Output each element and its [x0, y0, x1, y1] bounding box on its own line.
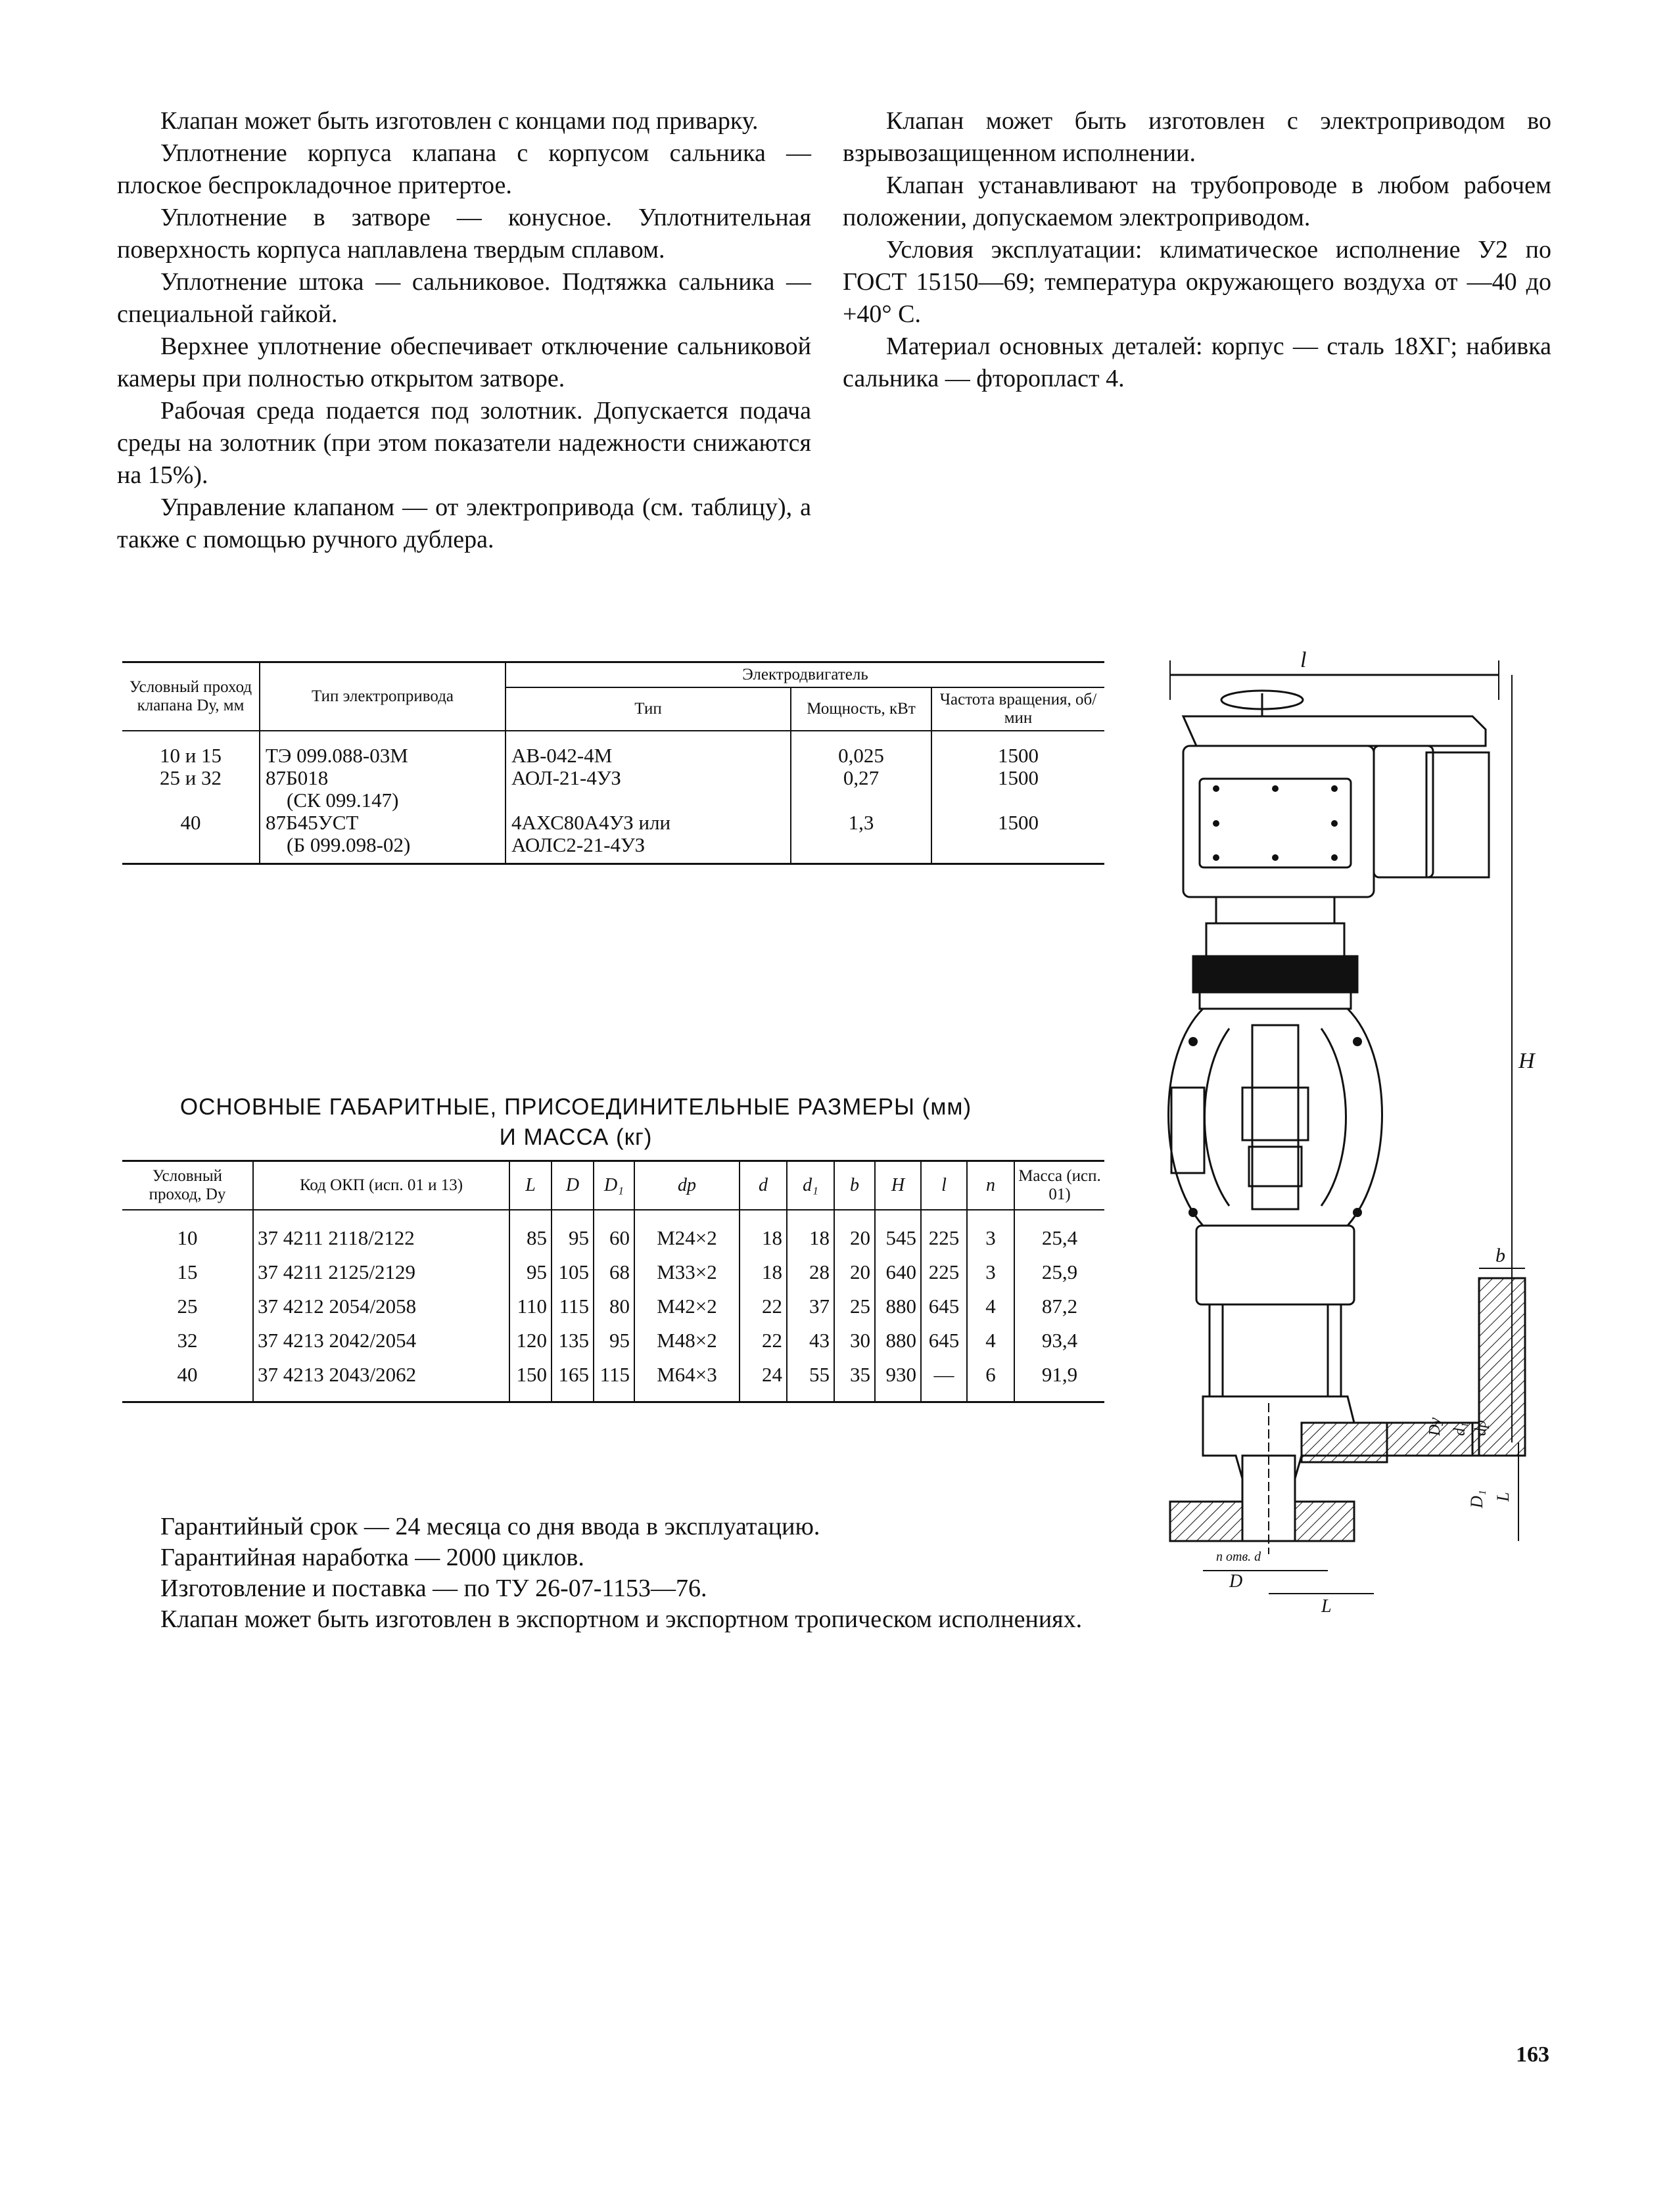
table-cell: 55 [787, 1358, 834, 1402]
paragraph: Условия эксплуатации: климатическое исполнение У2 по ГОСТ 15150—69; температура окружающего воздуха от —40 до +40° С. [843, 236, 1551, 328]
table-cell: 95 [552, 1210, 594, 1255]
table-cell: 60 [594, 1210, 634, 1255]
cell: ТЭ 099.088-03М [260, 731, 505, 767]
cell: 0,025 [791, 731, 931, 767]
table-row [122, 1324, 1104, 1358]
actuator-top [1183, 716, 1486, 746]
table-cell: 68 [594, 1255, 634, 1289]
table-row [122, 1210, 1104, 1255]
header-motor-type: Тип [505, 687, 791, 731]
header-dn: Условный проход клапана Dу, мм [122, 662, 260, 731]
table-cell: 37 4212 2054/2058 [253, 1289, 509, 1324]
table-cell: 24 [740, 1358, 787, 1402]
table-cell: 25 [177, 1295, 198, 1318]
table-cell: 37 [787, 1289, 834, 1324]
table-row [122, 834, 1104, 864]
paragraph: Клапан устанавливают на трубопроводе в любом рабочем положении, допускаемом электроприводом. [843, 172, 1551, 231]
side-bracket [1171, 1088, 1204, 1173]
title-line: И МАССА (кг) [499, 1124, 653, 1150]
table-cell: 165 [552, 1358, 594, 1402]
terminal-box [1200, 779, 1351, 867]
page-number: 163 [1516, 2042, 1549, 2067]
table-cell: 93,4 [1014, 1324, 1104, 1358]
table-cell: 25,9 [1014, 1255, 1104, 1289]
label-d1: d₁ [1451, 1422, 1469, 1436]
header-d: d [740, 1161, 787, 1210]
table-cell: 880 [875, 1289, 921, 1324]
label-l: l [1300, 648, 1307, 672]
table-cell: — [921, 1358, 967, 1402]
table-cell: М33×2 [634, 1255, 740, 1289]
cell: АВ-042-4М [505, 731, 791, 767]
table-cell: 15 [177, 1260, 198, 1283]
table-cell: 25,4 [1014, 1210, 1104, 1255]
table-cell: 150 [509, 1358, 552, 1402]
label-L-side: L [1493, 1492, 1513, 1502]
cell: (Б 099.098-02) [260, 834, 505, 864]
table-cell: 91,9 [1014, 1358, 1104, 1402]
cell: 40 [180, 811, 201, 834]
table-cell: 95 [594, 1324, 634, 1358]
header-power: Мощность, кВт [791, 687, 931, 731]
table-cell: 85 [509, 1210, 552, 1255]
table-cell: 37 4213 2042/2054 [253, 1324, 509, 1358]
right-text-column [843, 105, 1551, 395]
paragraph: Управление клапаном — от электропривода (см. таблицу), а также с помощью ручного дублера. [117, 494, 811, 553]
paragraph: Уплотнение в затворе — конусное. Уплотнительная поверхность корпуса наплавлена твердым сплавом. [117, 204, 811, 264]
label-L: L [1321, 1596, 1332, 1617]
paragraph: Верхнее уплотнение обеспечивает отключение сальниковой камеры при полностью открытом затворе. [117, 333, 811, 392]
cell: 1500 [931, 731, 1104, 767]
cell: 0,27 [791, 767, 931, 789]
cell: 87Б45УСТ [260, 812, 505, 834]
table-cell: 225 [921, 1210, 967, 1255]
table-cell: 645 [921, 1324, 967, 1358]
header-H: H [875, 1161, 921, 1210]
table-cell: 28 [787, 1255, 834, 1289]
table-cell: 37 4211 2118/2122 [253, 1210, 509, 1255]
table-cell: 20 [834, 1255, 875, 1289]
electric-motor [1374, 746, 1433, 877]
valve-drawing [1131, 647, 1538, 1620]
table-row [122, 1358, 1104, 1402]
table-cell: 35 [834, 1358, 875, 1402]
table-row [122, 1289, 1104, 1324]
label-Dy: Dy [1426, 1417, 1444, 1436]
label-dp: dp [1472, 1420, 1490, 1436]
table-cell: 105 [552, 1255, 594, 1289]
table-cell: 37 4213 2043/2062 [253, 1358, 509, 1402]
table-cell: 225 [921, 1255, 967, 1289]
paragraph: Рабочая среда подается под золотник. Допускается подача среды на золотник (при этом показатели надежности снижаются на 15%). [117, 397, 811, 489]
paragraph: Клапан может быть изготовлен в экспортном и экспортном тропическом исполнениях. [160, 1605, 1083, 1633]
paragraph: Материал основных деталей: корпус — сталь 18ХГ; набивка сальника — фторопласт 4. [843, 333, 1551, 392]
table-cell: 87,2 [1014, 1289, 1104, 1324]
header-drive-type: Тип электропривода [260, 662, 505, 731]
paragraph: Клапан может быть изготовлен с электроприводом во взрывозащищенном исполнении. [843, 107, 1551, 167]
table-cell: М24×2 [634, 1210, 740, 1255]
table-row [122, 789, 1104, 812]
table-cell: 32 [177, 1329, 198, 1352]
label-H: H [1518, 1049, 1535, 1073]
cell: 87Б018 [260, 767, 505, 789]
table-cell: 4 [967, 1289, 1014, 1324]
cell: (СК 099.147) [260, 789, 505, 812]
cell: 1500 [931, 767, 1104, 789]
header-dn: Условный проход, Dy [122, 1161, 253, 1210]
actuator-body [1183, 746, 1374, 897]
table-cell: 640 [875, 1255, 921, 1289]
label-D1: D₁ [1467, 1490, 1486, 1508]
electric-drive-table [122, 661, 1104, 865]
header-l: l [921, 1161, 967, 1210]
table-cell: 18 [787, 1210, 834, 1255]
table-row [122, 767, 1104, 789]
header-D1: D₁ [594, 1161, 634, 1210]
cell: АОЛ-21-4УЗ [505, 767, 791, 789]
table-cell: 645 [921, 1289, 967, 1324]
table-row [122, 1255, 1104, 1289]
header-L: L [509, 1161, 552, 1210]
table-cell: 18 [740, 1255, 787, 1289]
table-cell: 120 [509, 1324, 552, 1358]
table-cell: 80 [594, 1289, 634, 1324]
cell: АОЛС2-21-4УЗ [505, 834, 791, 864]
dimensions-title [122, 1092, 1029, 1153]
table-cell: 30 [834, 1324, 875, 1358]
table-cell: 115 [552, 1289, 594, 1324]
yoke [1169, 1009, 1382, 1226]
motor-end [1426, 752, 1489, 877]
label-b: b [1495, 1245, 1505, 1266]
gland-body [1210, 1304, 1341, 1396]
flange-dark [1193, 956, 1357, 992]
bottom-text [117, 1511, 1096, 1635]
bonnet [1196, 1226, 1354, 1304]
table-cell: 4 [967, 1324, 1014, 1358]
paragraph: Клапан может быть изготовлен с концами под приварку. [160, 107, 759, 135]
table-cell: 43 [787, 1324, 834, 1358]
cell: 10 и 15 [159, 744, 222, 767]
header-n: n [967, 1161, 1014, 1210]
table-row [122, 731, 1104, 767]
table-cell: 37 4211 2125/2129 [253, 1255, 509, 1289]
table-cell: 135 [552, 1324, 594, 1358]
header-speed: Частота вращения, об/мин [931, 687, 1104, 731]
table-cell: 18 [740, 1210, 787, 1255]
label-holes: n отв. d [1216, 1550, 1261, 1564]
header-motor-group: Электродвигатель [505, 662, 1104, 688]
header-d1: d₁ [787, 1161, 834, 1210]
cell: 25 и 32 [159, 766, 222, 789]
paragraph: Уплотнение корпуса клапана с корпусом сальника — плоское беспрокладочное притертое. [117, 139, 811, 199]
table-cell: 22 [740, 1324, 787, 1358]
cell: 1500 [931, 812, 1104, 834]
table-cell: 10 [177, 1226, 198, 1249]
table-cell: 6 [967, 1358, 1014, 1402]
title-line: ОСНОВНЫЕ ГАБАРИТНЫЕ, ПРИСОЕДИНИТЕЛЬНЫЕ РАЗМЕРЫ (мм) [179, 1094, 972, 1120]
table-cell: 3 [967, 1210, 1014, 1255]
paragraph: Гарантийная наработка — 2000 циклов. [160, 1544, 584, 1571]
table-cell: 22 [740, 1289, 787, 1324]
header-dp: dp [634, 1161, 740, 1210]
table-cell: М64×3 [634, 1358, 740, 1402]
header-D: D [552, 1161, 594, 1210]
label-D: D [1229, 1571, 1243, 1592]
table-cell: 25 [834, 1289, 875, 1324]
table-cell: 880 [875, 1324, 921, 1358]
left-text-column [117, 105, 811, 556]
paragraph: Уплотнение штока — сальниковое. Подтяжка сальника — специальной гайкой. [117, 268, 811, 328]
table-cell: 110 [509, 1289, 552, 1324]
table-cell: 115 [594, 1358, 634, 1402]
paragraph: Изготовление и поставка — по ТУ 26-07-1153—76. [160, 1575, 707, 1602]
table-cell: 545 [875, 1210, 921, 1255]
table-cell: 3 [967, 1255, 1014, 1289]
table-cell: 20 [834, 1210, 875, 1255]
header-b: b [834, 1161, 875, 1210]
paragraph: Гарантийный срок — 24 месяца со дня ввода в эксплуатацию. [160, 1513, 820, 1540]
cell: 4АХС80А4УЗ или [505, 812, 791, 834]
table-cell: М42×2 [634, 1289, 740, 1324]
header-mass: Масса (исп. 01) [1014, 1161, 1104, 1210]
header-okp: Код ОКП (исп. 01 и 13) [253, 1161, 509, 1210]
table-cell: М48×2 [634, 1324, 740, 1358]
table-row [122, 812, 1104, 834]
stem [1252, 1025, 1298, 1209]
table-cell: 40 [177, 1363, 198, 1386]
dimensions-table [122, 1160, 1104, 1403]
table-cell: 95 [509, 1255, 552, 1289]
table-cell: 930 [875, 1358, 921, 1402]
cell: 1,3 [791, 812, 931, 834]
